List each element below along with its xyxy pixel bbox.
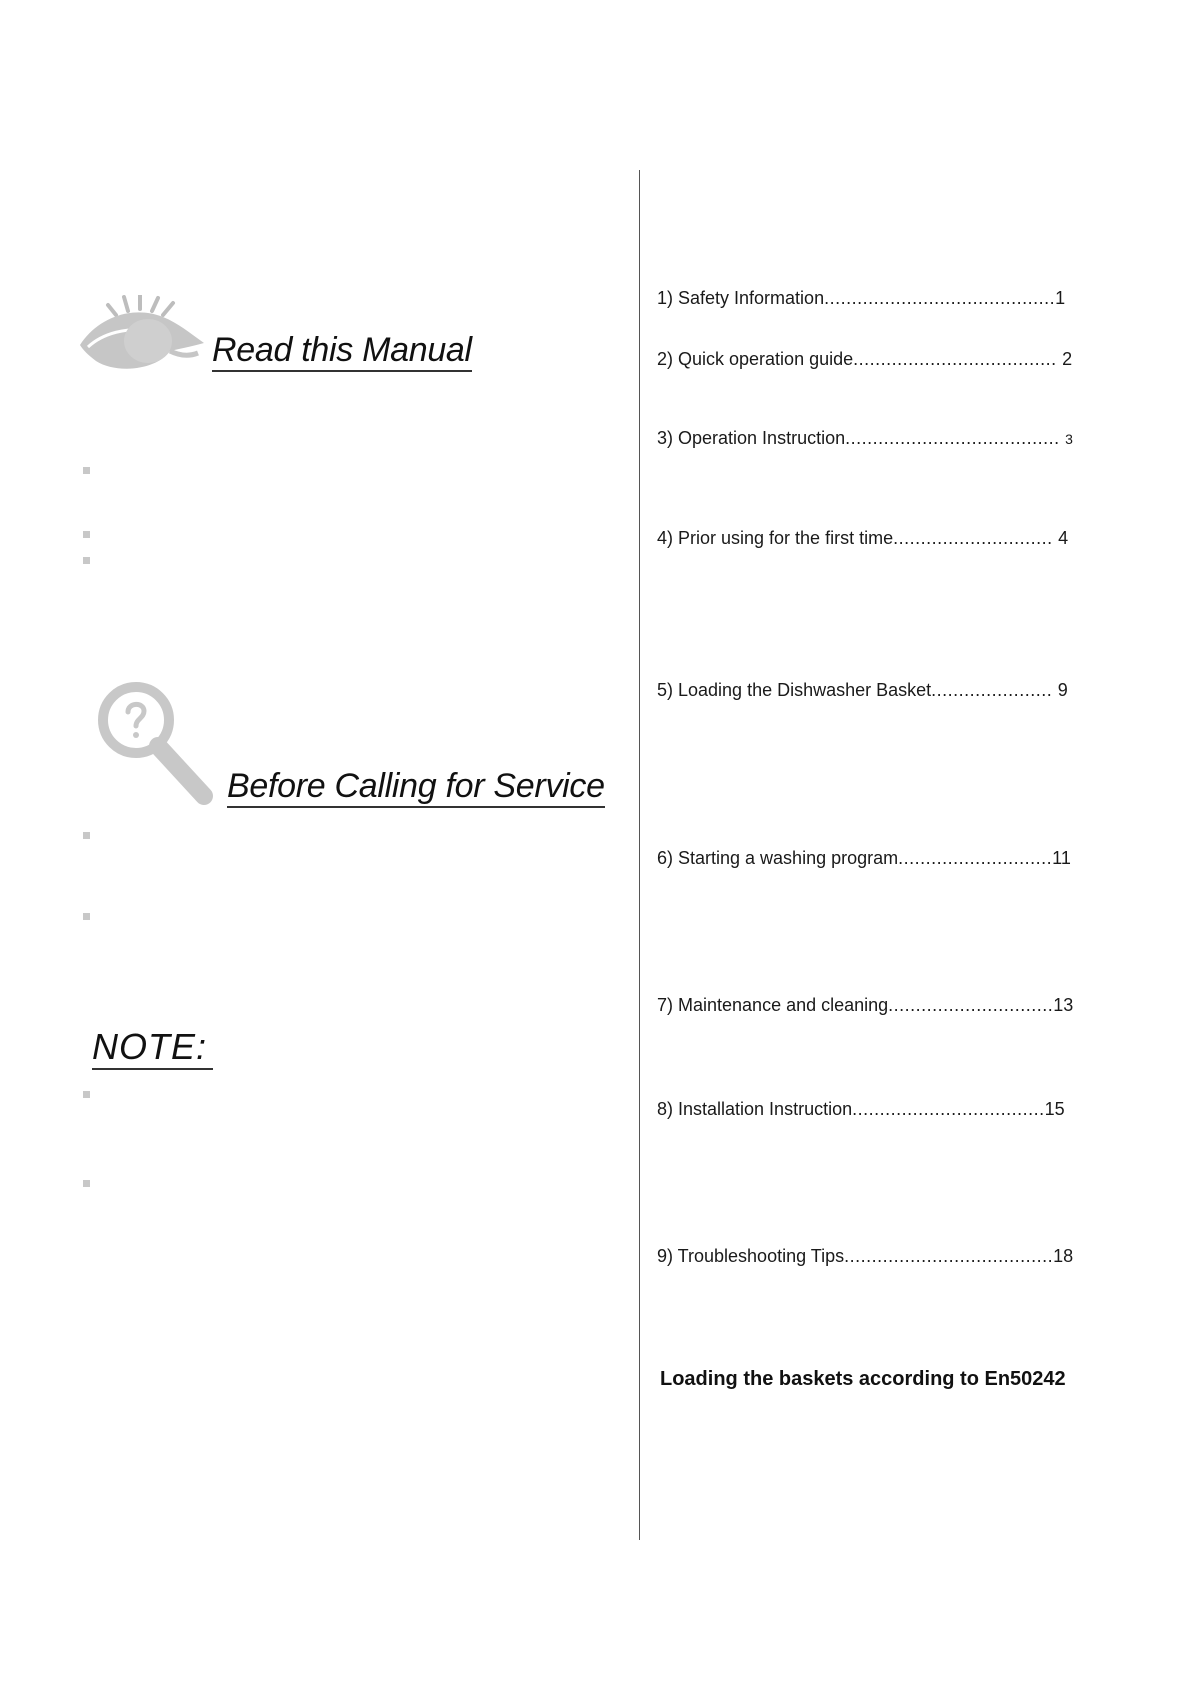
toc-item-safety-information[interactable]	[657, 287, 1117, 309]
toc-page-number: 1	[1055, 288, 1066, 308]
toc-item-prior-first-use[interactable]	[657, 527, 1117, 549]
toc-label: 8) Installation Instruction	[657, 1099, 853, 1119]
toc-page-number: 9	[1057, 680, 1068, 700]
toc-leader: ......................................	[844, 1246, 1054, 1266]
toc-item-starting-washing-program[interactable]	[657, 847, 1117, 869]
bullet-marker	[83, 832, 90, 839]
toc-label: 1) Safety Information	[657, 288, 825, 308]
toc-item-troubleshooting-tips[interactable]	[657, 1245, 1117, 1267]
toc-leader: .............................	[893, 528, 1059, 548]
bullet-marker	[83, 913, 90, 920]
bullet-marker	[83, 467, 90, 474]
toc-item-installation-instruction[interactable]	[657, 1098, 1117, 1120]
toc-leader: ..........................................	[824, 288, 1056, 308]
toc-page-number: 18	[1053, 1246, 1074, 1266]
toc-page-number: 3	[1065, 431, 1073, 447]
bullet-marker	[83, 531, 90, 538]
column-divider	[639, 170, 640, 1540]
toc-label: 4) Prior using for the first time	[657, 528, 894, 548]
toc-page-number: 13	[1053, 995, 1074, 1015]
toc-label: 5) Loading the Dishwasher Basket	[657, 680, 932, 700]
toc-leader: ............................	[898, 848, 1053, 868]
note-heading: NOTE:	[92, 1027, 213, 1070]
toc-label: 6) Starting a washing program	[657, 848, 899, 868]
toc-leader: .......................................	[845, 428, 1066, 448]
read-manual-heading: Read this Manual	[212, 332, 472, 372]
toc-item-operation-instruction[interactable]	[657, 427, 1117, 450]
toc-page-number: 15	[1044, 1099, 1065, 1119]
toc-item-quick-operation-guide[interactable]	[657, 348, 1117, 370]
before-service-heading: Before Calling for Service	[227, 768, 605, 808]
toc-item-maintenance-cleaning[interactable]	[657, 994, 1117, 1016]
toc-page-number: 4	[1058, 528, 1069, 548]
toc-label: 7) Maintenance and cleaning	[657, 995, 889, 1015]
toc-label: 2) Quick operation guide	[657, 349, 854, 369]
eye-icon	[78, 295, 208, 380]
toc-item-loading-basket[interactable]	[657, 679, 1117, 701]
toc-leader: ......................	[931, 680, 1058, 700]
magnifier-question-icon	[96, 680, 218, 808]
toc-leader: ..............................	[888, 995, 1054, 1015]
toc-label: 3) Operation Instruction	[657, 428, 846, 448]
toc-leader: ...................................	[852, 1099, 1045, 1119]
bullet-marker	[83, 1091, 90, 1098]
toc-label: 9) Troubleshooting Tips	[657, 1246, 845, 1266]
bullet-marker	[83, 1180, 90, 1187]
toc-page-number: 11	[1052, 848, 1071, 868]
bullet-marker	[83, 557, 90, 564]
loading-baskets-note[interactable]: Loading the baskets according to En50242	[660, 1368, 1066, 1390]
toc-page-number: 2	[1062, 349, 1073, 369]
toc-leader: .....................................	[853, 349, 1063, 369]
